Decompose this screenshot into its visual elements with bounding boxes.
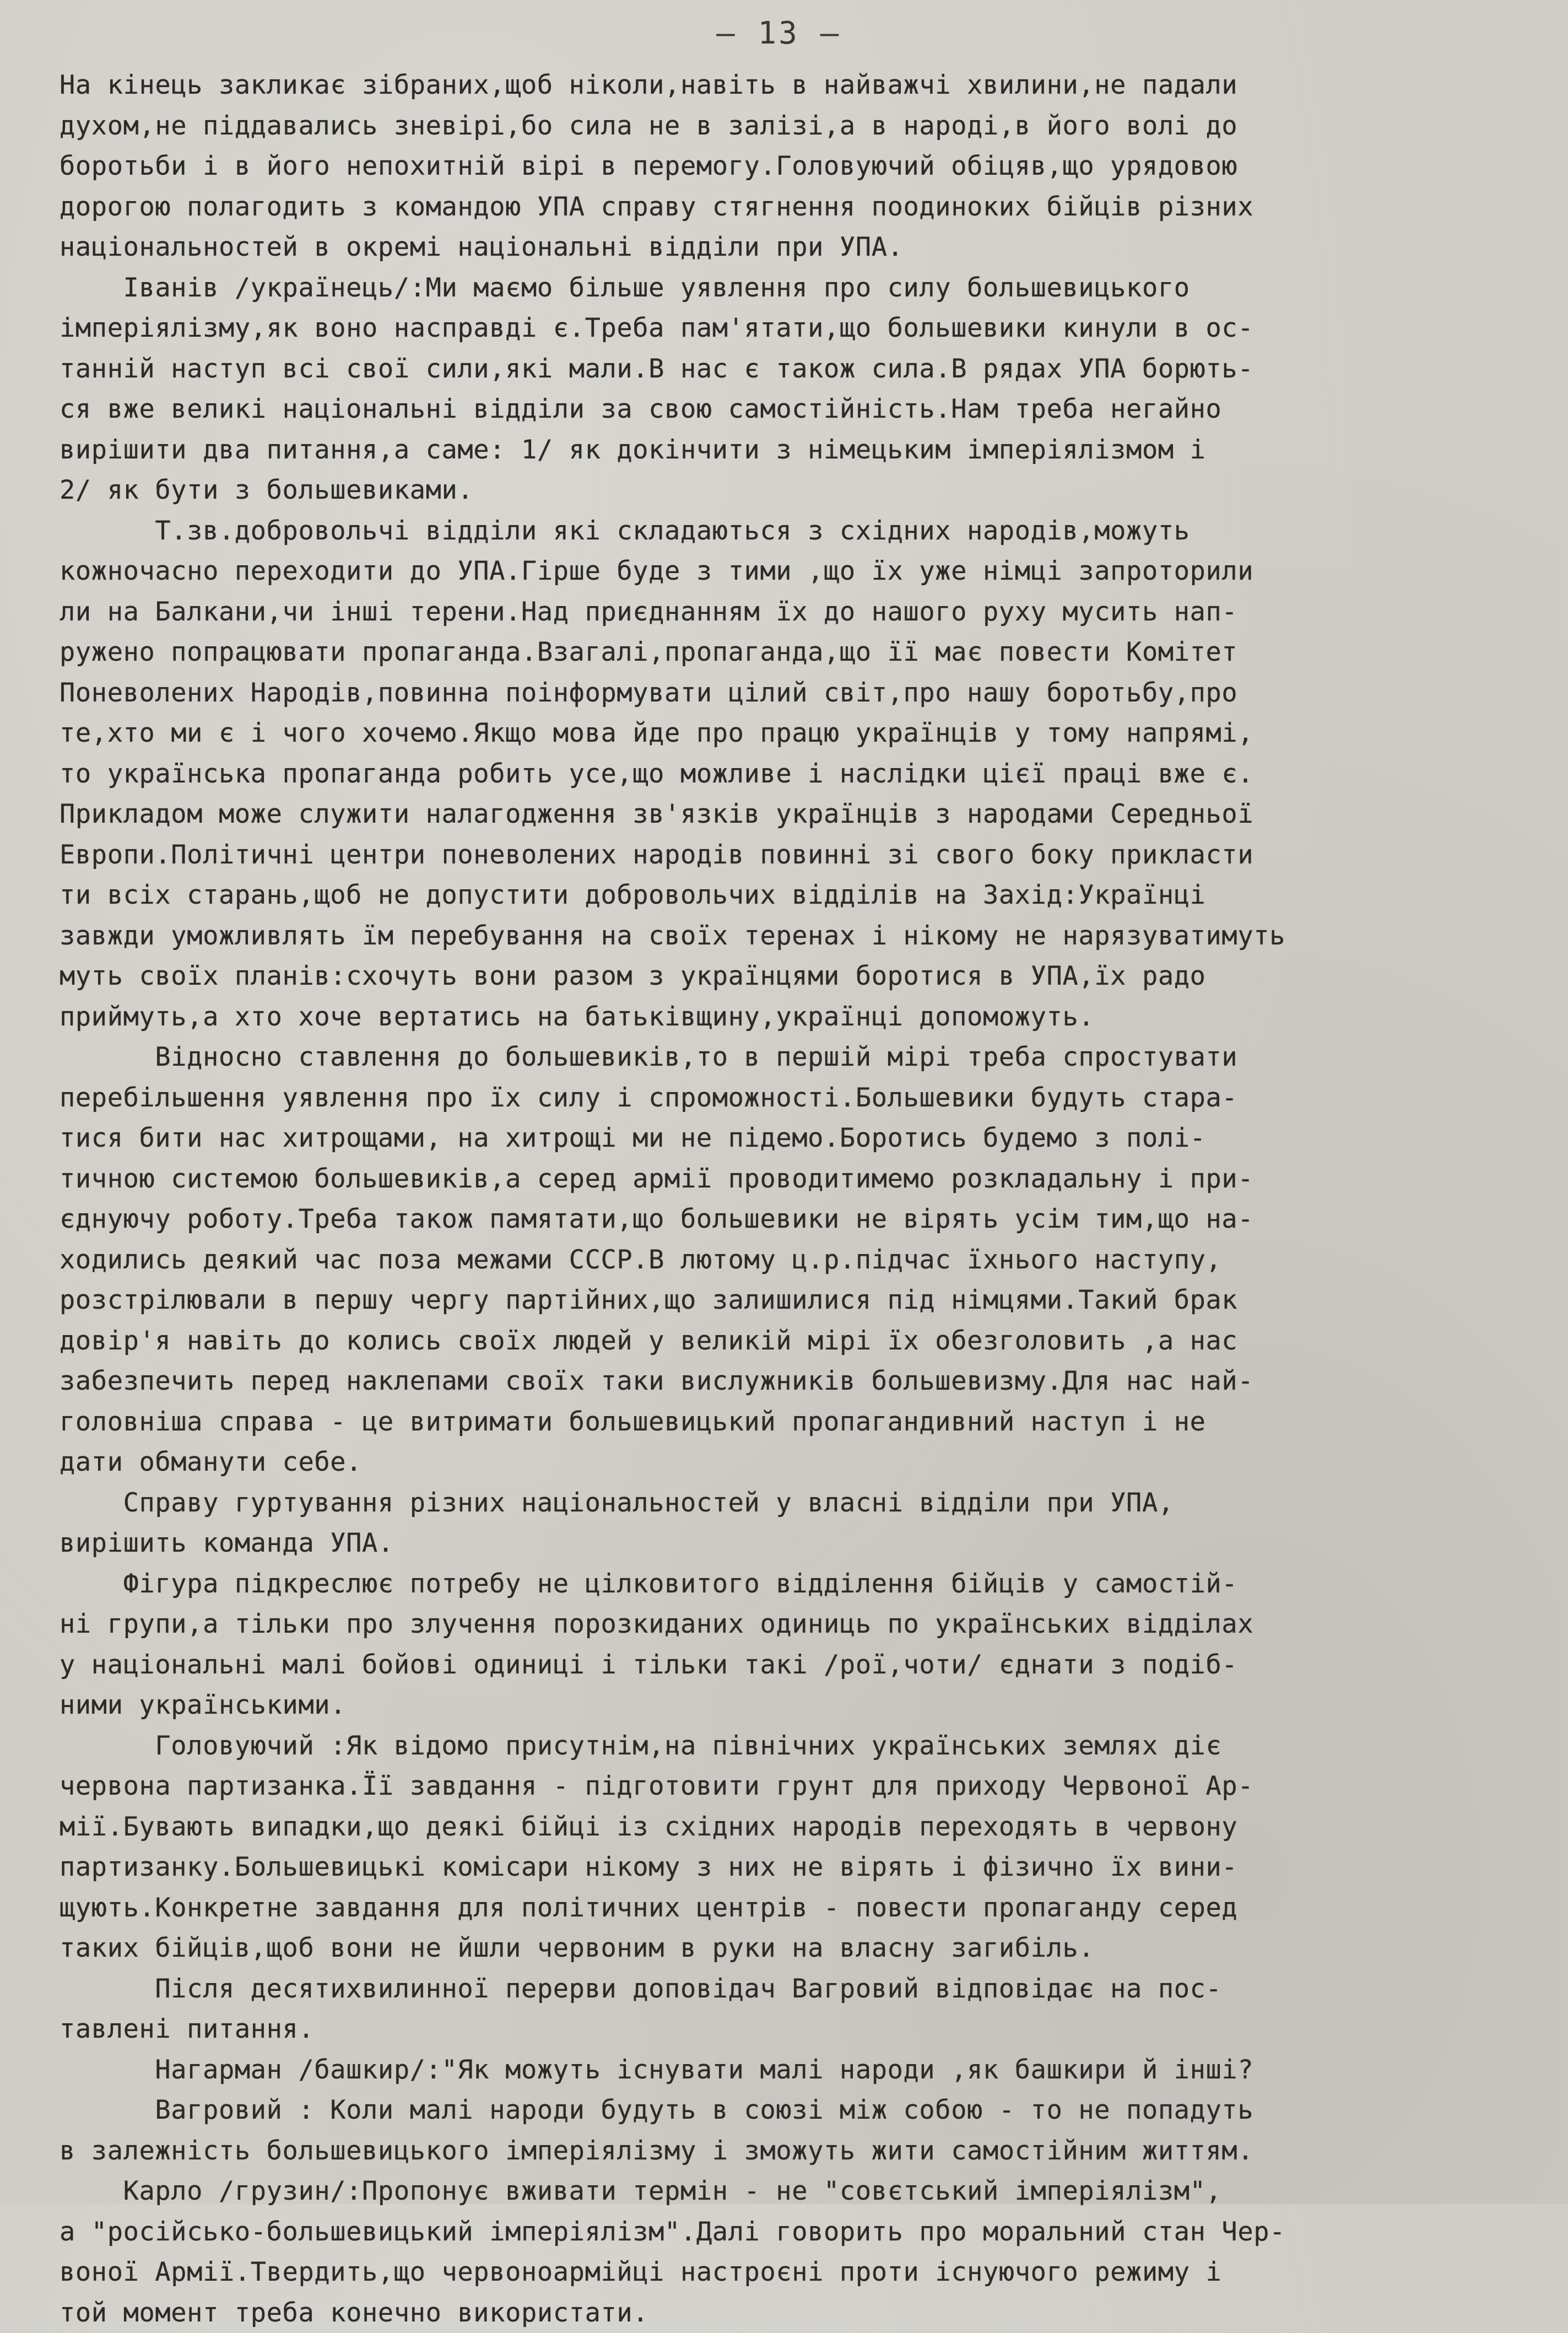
text-line: розстрілювали в першу чергу партійних,що залишилися під німцями.Такий брак — [60, 1280, 1553, 1321]
text-line: ли на Балкани,чи інші терени.Над приєднанням їх до нашого руху мусить нап- — [60, 592, 1553, 633]
text-line: дорогою полагодить з командою УПА справу стягнення поодиноких бійців різних — [60, 187, 1553, 228]
text-line: дати обманути себе. — [60, 1442, 1553, 1483]
text-line: танній наступ всі свої сили,які мали.В нас є також сила.В рядах УПА борють- — [60, 349, 1553, 390]
text-line: духом,не піддавались зневірі,бо сила не в залізі,а в народі,в його волі до — [60, 106, 1553, 147]
text-line: Прикладом може служити налагодження зв'язків українців з народами Середньої — [60, 794, 1553, 835]
text-line: кожночасно переходити до УПА.Гірше буде з тими ,що їх уже німці запроторили — [60, 551, 1553, 592]
page-number: – 13 – — [716, 15, 841, 51]
text-line: завжди уможливлять їм перебування на своїх теренах і нікому не нарязуватимуть — [60, 916, 1553, 957]
text-line: боротьби і в його непохитній вірі в перемогу.Головуючий обіцяв,що урядовою — [60, 146, 1553, 187]
text-line: тися бити нас хитрощами, на хитрощі ми не підемо.Боротись будемо з полі- — [60, 1118, 1553, 1159]
text-line: єднуючу роботу.Треба також памятати,що большевики не вірять усім тим,що на- — [60, 1199, 1553, 1240]
text-line: тичною системою большевиків,а серед армії проводитимемо розкладальну і при- — [60, 1159, 1553, 1200]
text-line: головніша справа - це витримати большевицький пропагандивний наступ і не — [60, 1402, 1553, 1443]
text-line: партизанку.Большевицькі комісари нікому з них не вірять і фізично їх вини- — [60, 1847, 1553, 1888]
text-line: На кінець закликає зібраних,щоб ніколи,навіть в найважчі хвилини,не падали — [60, 65, 1553, 106]
text-line: Европи.Політичні центри поневолених народів повинні зі свого боку прикласти — [60, 835, 1553, 876]
document-body — [60, 65, 1553, 2333]
text-line: мії.Бувають випадки,що деякі бійці із східних народів переходять в червону — [60, 1807, 1553, 1848]
text-line: вирішити два питання,а саме: 1/ як докінчити з німецьким імперіялізмом і — [60, 430, 1553, 471]
text-line: в залежність большевицького імперіялізму і зможуть жити самостійним життям. — [60, 2131, 1553, 2172]
text-line: щують.Конкретне завдання для політичних центрів - повести пропаганду серед — [60, 1888, 1553, 1929]
text-line: воної Армії.Твердить,що червоноармійці настроєні проти існуючого режиму і — [60, 2252, 1553, 2293]
text-line: 2/ як бути з большевиками. — [60, 470, 1553, 511]
text-line: Карло /грузин/:Пропонує вживати термін - не "совєтський імперіялізм", — [60, 2171, 1553, 2212]
text-line: вирішить команда УПА. — [60, 1523, 1553, 1564]
text-line: ходились деякий час поза межами СССР.В лютому ц.р.підчас їхнього наступу, — [60, 1240, 1553, 1281]
text-line: Головуючий :Як відомо присутнім,на північних українських землях діє — [60, 1726, 1553, 1767]
text-line: то українська пропаганда робить усе,що можливе і наслідки цієї праці вже є. — [60, 754, 1553, 795]
text-line: у національні малі бойові одиниці і тільки такі /рої,чоти/ єднати з подіб- — [60, 1645, 1553, 1686]
text-line: Відносно ставлення до большевиків,то в першій мірі треба спростувати — [60, 1037, 1553, 1078]
text-line: ні групи,а тільки про злучення порозкиданих одиниць по українських відділах — [60, 1604, 1553, 1645]
text-line: забезпечить перед наклепами своїх таки вислужників большевизму.Для нас най- — [60, 1361, 1553, 1402]
text-line: Фігура підкреслює потребу не цілковитого відділення бійців у самостій- — [60, 1564, 1553, 1605]
text-line: ружено попрацювати пропаганда.Взагалі,пропаганда,що її має повести Комітет — [60, 632, 1553, 673]
text-line: Іванів /українець/:Ми маємо більше уявлення про силу большевицького — [60, 268, 1553, 309]
text-line: імперіялізму,як воно насправді є.Треба пам'ятати,що большевики кинули в ос- — [60, 308, 1553, 349]
text-line: а "російсько-большевицький імперіялізм".Далі говорить про моральний стан Чер- — [60, 2212, 1553, 2253]
text-line: Після десятихвилинної перерви доповідач Вагровий відповідає на пос- — [60, 1969, 1553, 2010]
text-line: ся вже великі національні відділи за свою самостійність.Нам треба негайно — [60, 389, 1553, 430]
text-line: Нагарман /башкир/:"Як можуть існувати малі народи ,як башкири й інші? — [60, 2050, 1553, 2091]
text-line: муть своїх планів:схочуть вони разом з українцями боротися в УПА,їх радо — [60, 956, 1553, 997]
text-line: ти всіх старань,щоб не допустити добровольчих відділів на Захід:Українці — [60, 875, 1553, 916]
text-line: перебільшення уявлення про їх силу і спроможності.Большевики будуть стара- — [60, 1078, 1553, 1119]
text-line: Вагровий : Коли малі народи будуть в союзі між собою - то не попадуть — [60, 2090, 1553, 2131]
text-line: те,хто ми є і чого хочемо.Якщо мова йде про працю українців у тому напрямі, — [60, 713, 1553, 754]
text-line: тавлені питання. — [60, 2009, 1553, 2050]
text-line: таких бійців,щоб вони не йшли червоним в руки на власну загибіль. — [60, 1928, 1553, 1969]
text-line: той момент треба конечно використати. — [60, 2293, 1553, 2333]
text-line: національностей в окремі національні відділи при УПА. — [60, 227, 1553, 268]
text-line: Т.зв.добровольчі відділи які складаються з східних народів,можуть — [60, 511, 1553, 552]
text-line: ними українськими. — [60, 1685, 1553, 1726]
text-line: Справу гуртування різних національностей у власні відділи при УПА, — [60, 1483, 1553, 1524]
text-line: Поневолених Народів,повинна поінформувати цілий світ,про нашу боротьбу,про — [60, 673, 1553, 714]
text-line: червона партизанка.Її завдання - підготовити грунт для приходу Червоної Ар- — [60, 1766, 1553, 1807]
text-line: приймуть,а хто хоче вертатись на батьківщину,українці допоможуть. — [60, 997, 1553, 1038]
text-line: довір'я навіть до колись своїх людей у великій мірі їх обезголовить ,а нас — [60, 1321, 1553, 1362]
